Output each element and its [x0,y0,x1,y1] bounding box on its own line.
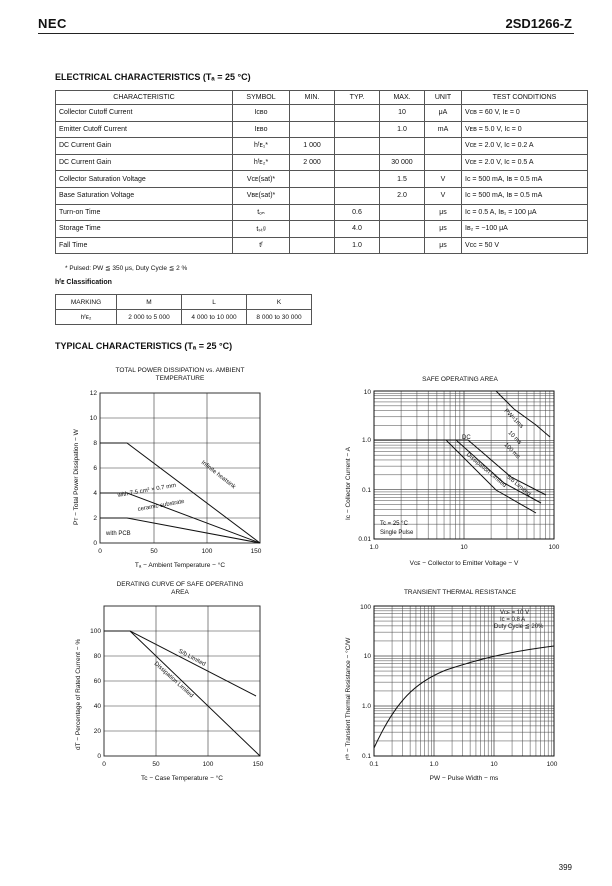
cell-test-conditions: Vᴄᴇ = 2.0 V, Iᴄ = 0.2 A [462,138,588,155]
power-xtick-0: 0 [98,548,102,555]
thermal-ylabel: rᵗʰ − Transient Thermal Resistance − °C/W [345,637,352,760]
thermal-xlabel: PW − Pulse Width − ms [429,775,499,782]
thermal-ytick-100: 100 [360,604,371,611]
col-characteristic: CHARACTERISTIC [56,91,233,105]
cell-max [380,237,425,254]
cell-symbol: Vʙᴇ(sat)* [233,187,290,204]
cell-unit [425,154,462,171]
soa-label-single: Single Pulse [380,530,414,536]
soa-ytick-1: 1.0 [361,437,371,444]
soa-xtick-100: 100 [548,544,560,551]
range-m: 2 000 to 5 000 [117,310,182,325]
cell-symbol: hᶠᴇ₁* [233,138,290,155]
soa-label-pw1: PW=1ms [502,408,525,430]
cell-max: 1.5 [380,171,425,188]
cell-typ [335,171,380,188]
cell-typ: 1.0 [335,237,380,254]
power-label-infinite: Infinite heatsink [199,459,237,491]
cell-min: 1 000 [290,138,335,155]
header-rule [38,33,574,34]
electrical-row [56,171,588,188]
cell-characteristic: Base Saturation Voltage [56,187,233,204]
soa-label-pw100: 100 ms [502,442,521,461]
electrical-row [56,154,588,171]
hfe-table [55,294,312,325]
derating-ytick-40: 40 [93,703,101,710]
cell-test-conditions: Vᴄʙ = 60 V, Iᴇ = 0 [462,105,588,122]
part-number: 2SD1266-Z [505,16,572,31]
marking-m: M [117,295,182,310]
thermal-label-duty: Duty Cycle ≦ 20% [494,624,544,630]
electrical-row [56,237,588,254]
cell-unit: mA [425,121,462,138]
cell-characteristic: DC Current Gain [56,138,233,155]
derating-ytick-100: 100 [90,628,101,635]
derating-ytick-20: 20 [93,728,101,735]
power-ytick-6: 6 [93,465,97,472]
derating-chart-title: DERATING CURVE OF SAFE OPERATING AREA [116,581,244,596]
pulse-note: * Pulsed: PW ≦ 350 μs, Duty Cycle ≦ 2 % [65,265,188,272]
power-chart-title: TOTAL POWER DISSIPATION vs. AMBIENT TEMPERATURE [115,367,245,382]
thermal-chart-title: TRANSIENT THERMAL RESISTANCE [403,589,517,596]
soa-ytick-10: 10 [363,389,371,396]
cell-typ [335,154,380,171]
cell-test-conditions: Vᴄᴄ = 50 V [462,237,588,254]
cell-max: 1.0 [380,121,425,138]
derating-xtick-50: 50 [152,761,160,768]
soa-ytick-01: 0.1 [361,487,371,494]
electrical-row [56,204,588,221]
cell-typ [335,121,380,138]
cell-min [290,171,335,188]
soa-label-dissipation: Dissipation Limited [464,451,508,489]
marking-k: K [247,295,312,310]
cell-min [290,237,335,254]
power-xtick-50: 50 [150,548,158,555]
brand-logo: NEC [38,16,67,31]
power-xlabel: Tₐ − Ambient Temperature − °C [134,562,226,569]
cell-max: 30 000 [380,154,425,171]
cell-symbol: tᶠ [233,237,290,254]
cell-max [380,204,425,221]
cell-unit: V [425,187,462,204]
derating-ytick-80: 80 [93,653,101,660]
derating-xtick-0: 0 [102,761,106,768]
thermal-label-vce: Vᴄᴇ = 10 V [500,610,530,616]
cell-unit: V [425,171,462,188]
col-typ: TYP. [335,91,380,105]
cell-typ: 0.6 [335,204,380,221]
power-ytick-2: 2 [93,515,97,522]
power-ylabel: Pᴛ − Total Power Dissipation − W [73,429,80,525]
hfe-title: hᶠᴇ Classification [55,279,112,286]
power-ytick-0: 0 [93,540,97,547]
cell-typ [335,105,380,122]
range-k: 8 000 to 30 000 [247,310,312,325]
marking-label: MARKING [56,295,117,310]
cell-test-conditions: Iᴄ = 500 mA, Iʙ = 0.5 mA [462,171,588,188]
derating-xlabel: Tc − Case Temperature − °C [141,775,223,782]
cell-unit: μs [425,221,462,238]
col-min: MIN. [290,91,335,105]
soa-ylabel: Iᴄ − Collector Current − A [345,447,352,520]
cell-characteristic: Collector Saturation Voltage [56,171,233,188]
electrical-row [56,105,588,122]
marking-l: L [182,295,247,310]
soa-chart-title: SAFE OPERATING AREA [422,376,498,383]
cell-min [290,105,335,122]
soa-xtick-1: 1.0 [369,544,379,551]
soa-chart [336,385,568,570]
cell-min [290,204,335,221]
thermal-xtick-01: 0.1 [369,761,379,768]
soa-label-tc: Tc = 25 °C [380,521,408,527]
cell-test-conditions: Vᴄᴇ = 2.0 V, Iᴄ = 0.5 A [462,154,588,171]
cell-typ [335,187,380,204]
thermal-label-ic: Iᴄ = 0.8 A [500,617,526,623]
electrical-row [56,221,588,238]
thermal-ytick-10: 10 [363,653,371,660]
electrical-row [56,138,588,155]
electrical-row [56,121,588,138]
thermal-xtick-100: 100 [546,761,558,768]
cell-test-conditions: Iᴄ = 500 mA, Iʙ = 0.5 mA [462,187,588,204]
power-ytick-12: 12 [89,390,97,397]
cell-symbol: Vᴄᴇ(sat)* [233,171,290,188]
power-ytick-10: 10 [89,415,97,422]
cell-min: 2 000 [290,154,335,171]
cell-max: 2.0 [380,187,425,204]
soa-xlabel: Vᴄᴇ − Collector to Emitter Voltage − V [409,560,519,567]
derating-ylabel: dT − Percentage of Rated Current − % [75,638,82,750]
hfe-marking-row [56,295,312,310]
electrical-title: ELECTRICAL CHARACTERISTICS (Tₐ = 25 °C) [55,72,251,82]
power-xtick-100: 100 [201,548,213,555]
derating-label-sb: S/b Limited [177,648,207,668]
thermal-ytick-01: 0.1 [361,753,371,760]
cell-test-conditions: Iᴄ = 0.5 A, Iʙ₁ = 100 μA [462,204,588,221]
cell-test-conditions: Iʙ₂ = −100 μA [462,221,588,238]
col-test-conditions: TEST CONDITIONS [462,91,588,105]
cell-test-conditions: Vᴇʙ = 5.0 V, Iᴄ = 0 [462,121,588,138]
thermal-xtick-1: 1.0 [429,761,439,768]
electrical-row [56,187,588,204]
col-max: MAX. [380,91,425,105]
cell-unit: μs [425,204,462,221]
cell-symbol: tₛₜᵍ [233,221,290,238]
power-label-with: with 7.5 cm² × 0.7 mm [117,482,177,499]
cell-characteristic: Fall Time [56,237,233,254]
cell-characteristic: Turn-on Time [56,204,233,221]
cell-unit [425,138,462,155]
derating-label-dissipation: Dissipation Limited [152,661,195,700]
hfe-range-row [56,310,312,325]
electrical-table [55,90,588,254]
cell-symbol: tₒₙ [233,204,290,221]
soa-label-pw10: 10 ms [506,430,523,446]
typical-title: TYPICAL CHARACTERISTICS (Tₐ = 25 °C) [55,341,233,351]
derating-xtick-100: 100 [202,761,214,768]
cell-max [380,138,425,155]
range-l: 4 000 to 10 000 [182,310,247,325]
cell-typ: 4.0 [335,221,380,238]
cell-min [290,221,335,238]
derating-ytick-60: 60 [93,678,101,685]
cell-unit: μA [425,105,462,122]
thermal-chart [336,600,568,790]
power-label-pcb: with PCB [106,531,131,537]
cell-max: 10 [380,105,425,122]
power-chart [66,385,276,570]
cell-characteristic: Collector Cutoff Current [56,105,233,122]
cell-typ [335,138,380,155]
cell-max [380,221,425,238]
page-number: 399 [558,863,572,872]
cell-characteristic: Emitter Cutoff Current [56,121,233,138]
soa-label-dc: DC [462,435,471,441]
cell-unit: μs [425,237,462,254]
electrical-header-row [56,91,588,105]
power-xtick-150: 150 [250,548,262,555]
soa-ytick-001: 0.01 [358,536,371,543]
power-ytick-4: 4 [93,490,97,497]
thermal-ytick-1: 1.0 [361,703,371,710]
cell-symbol: Iᴄʙᴏ [233,105,290,122]
hfe-label: hᶠᴇ₂ [56,310,117,325]
col-symbol: SYMBOL [233,91,290,105]
thermal-xtick-10: 10 [490,761,498,768]
cell-symbol: Iᴇʙᴏ [233,121,290,138]
cell-min [290,187,335,204]
soa-xtick-10: 10 [460,544,468,551]
soa-label-sb: S/b Limited [504,473,532,498]
col-unit: UNIT [425,91,462,105]
power-ytick-8: 8 [93,440,97,447]
cell-characteristic: Storage Time [56,221,233,238]
cell-min [290,121,335,138]
derating-xtick-150: 150 [252,761,264,768]
cell-characteristic: DC Current Gain [56,154,233,171]
cell-symbol: hᶠᴇ₂* [233,154,290,171]
derating-chart [66,600,276,790]
derating-ytick-0: 0 [97,753,101,760]
power-label-ceramic: ceramic substrate [137,498,185,513]
